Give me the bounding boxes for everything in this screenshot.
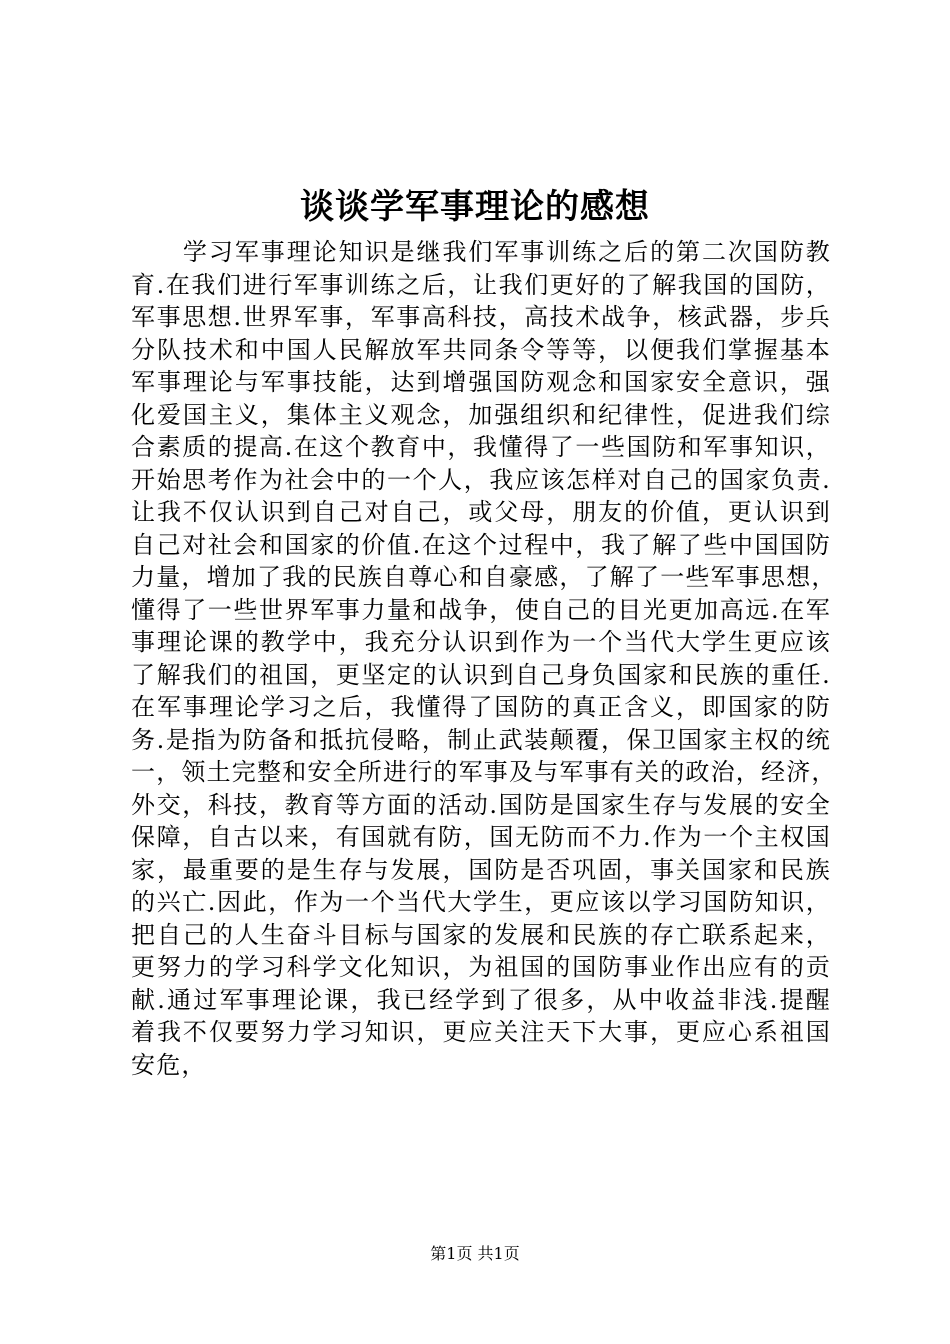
body-line: 化爱国主义，集体主义观念，加强组织和纪律性，促进我们综 xyxy=(131,400,831,429)
document-title: 谈谈学军事理论的感想 xyxy=(300,187,650,227)
body-line: 家，最重要的是生存与发展，国防是否巩固，事关国家和民族 xyxy=(131,855,831,884)
body-line: 外交，科技，教育等方面的活动.国防是国家生存与发展的安全 xyxy=(131,790,831,819)
body-line: 的兴亡.因此，作为一个当代大学生，更应该以学习国防知识， xyxy=(131,888,831,916)
body-line: 一，领土完整和安全所进行的军事及与军事有关的政治，经济， xyxy=(131,758,837,786)
body-line: 自己对社会和国家的价值.在这个过程中，我了解了些中国国防 xyxy=(131,530,831,559)
body-line: 懂得了一些世界军事力量和战争，使自己的目光更加高远.在军 xyxy=(131,595,831,624)
body-line: 献.通过军事理论课，我已经学到了很多，从中收益非浅.提醒 xyxy=(131,985,831,1014)
body-line: 着我不仅要努力学习知识，更应关注天下大事，更应心系祖国 xyxy=(131,1018,831,1046)
body-line: 分队技术和中国人民解放军共同条令等等，以便我们掌握基本 xyxy=(131,335,831,364)
body-line: 合素质的提高.在这个教育中，我懂得了一些国防和军事知识， xyxy=(131,433,831,461)
body-line: 把自己的人生奋斗目标与国家的发展和民族的存亡联系起来， xyxy=(131,920,831,949)
body-line: 军事思想.世界军事，军事高科技，高技术战争，核武器，步兵 xyxy=(131,303,831,331)
body-line: 保障，自古以来，有国就有防，国无防而不力.作为一个主权国 xyxy=(131,823,831,851)
body-line: 更努力的学习科学文化知识，为祖国的国防事业作出应有的贡 xyxy=(131,953,831,981)
body-line: 育.在我们进行军事训练之后，让我们更好的了解我国的国防， xyxy=(131,270,831,299)
document-body xyxy=(131,236,837,1081)
body-line: 在军事理论学习之后，我懂得了国防的真正含义，即国家的防 xyxy=(131,693,831,721)
body-line: 军事理论与军事技能，达到增强国防观念和国家安全意识，强 xyxy=(131,368,831,396)
body-line: 学习军事理论知识是继我们军事训练之后的第二次国防教 xyxy=(131,238,831,266)
body-line: 了解我们的祖国，更坚定的认识到自己身负国家和民族的重任. xyxy=(131,660,831,689)
page-footer: 第1页 共1页 xyxy=(430,1244,520,1263)
body-line: 事理论课的教学中，我充分认识到作为一个当代大学生更应该 xyxy=(131,628,831,656)
body-line: 安危， xyxy=(131,1050,207,1079)
body-line: 务.是指为防备和抵抗侵略，制止武装颠覆，保卫国家主权的统 xyxy=(131,725,831,754)
body-line: 开始思考作为社会中的一个人，我应该怎样对自己的国家负责. xyxy=(131,465,831,494)
body-line: 力量，增加了我的民族自尊心和自豪感，了解了一些军事思想， xyxy=(131,563,837,591)
body-line: 让我不仅认识到自己对自己，或父母，朋友的价值，更认识到 xyxy=(131,498,831,526)
